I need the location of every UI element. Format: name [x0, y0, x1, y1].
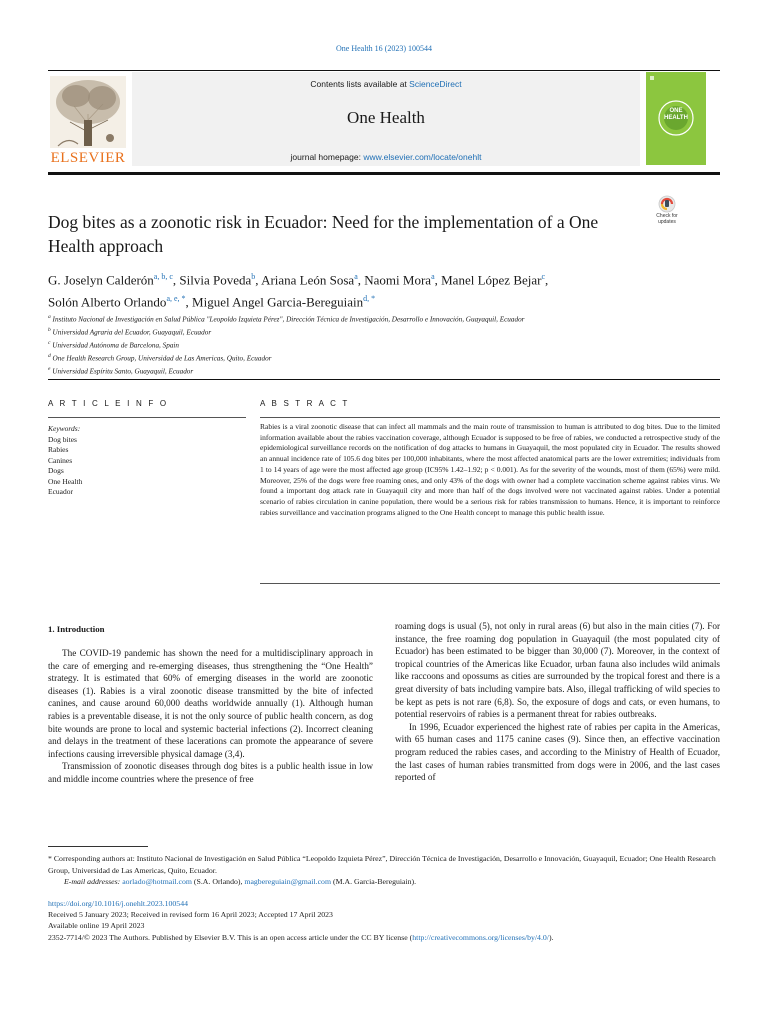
author[interactable]: G. Joselyn Calderón [48, 272, 154, 288]
paragraph: Transmission of zoonotic diseases through dog bites is a public health issue in low and middle income countries where the presence of free [48, 761, 373, 784]
author-list [48, 267, 688, 312]
homepage-line [132, 152, 640, 162]
affiliation-text: Universidad Autónoma de Barcelona, Spain [52, 341, 180, 350]
footnote-rule [48, 846, 148, 847]
email-link[interactable]: aorlado@hotmail.com [122, 877, 192, 886]
email-owner: (S.A. Orlando), [193, 877, 243, 886]
check-for-updates-label [648, 213, 686, 225]
keyword: Dog bites [48, 434, 77, 444]
body-column-left [48, 647, 373, 786]
keywords-label: Keywords: [48, 424, 81, 433]
cover-title-line1: ONE [669, 108, 683, 114]
journal-homepage-link[interactable]: www.elsevier.com/locate/onehlt [363, 152, 482, 162]
author[interactable]: Ariana León Sosa [261, 272, 355, 288]
sciencedirect-link[interactable]: ScienceDirect [409, 79, 462, 89]
affiliations [48, 312, 708, 376]
email-line [48, 876, 720, 888]
doi-link[interactable]: https://doi.org/10.1016/j.onehlt.2023.100544 [48, 899, 188, 908]
affiliation-key: a [48, 314, 51, 320]
elsevier-wordmark: ELSEVIER [50, 150, 126, 166]
article-title: Dog bites as a zoonotic risk in Ecuador: Need for the implementation of a One Health approach [48, 212, 599, 256]
affiliation [48, 325, 708, 338]
email-owner: (M.A. Garcia-Bereguiain). [332, 877, 417, 886]
masthead-bottom-rule [48, 172, 720, 175]
affiliation-text: One Health Research Group, Universidad de Las Americas, Quito, Ecuador [52, 354, 272, 363]
author-affil-marker[interactable]: d, * [363, 294, 376, 304]
affiliation-text: Universidad Agraria del Ecuador, Guayaquil, Ecuador [52, 328, 212, 337]
author-affil-marker[interactable]: a [431, 272, 435, 281]
author[interactable]: Miguel Angel Garcia-Bereguiain [192, 294, 364, 310]
author-separator: , [357, 272, 365, 288]
affiliation [48, 364, 708, 377]
check-label-line1: Check for [656, 213, 678, 219]
journal-reference[interactable]: One Health 16 (2023) 100544 [336, 44, 432, 53]
author[interactable]: Solón Alberto Orlando [48, 294, 167, 310]
keyword: Ecuador [48, 487, 73, 496]
author-affil-marker[interactable]: a, e, * [166, 294, 186, 304]
body-column-right [395, 620, 720, 784]
author-affil-marker[interactable]: a [354, 272, 358, 281]
available-online: Available online 19 April 2023 [48, 921, 145, 931]
introduction-heading: 1. Introduction [48, 624, 105, 634]
author-separator: , [172, 272, 180, 288]
author[interactable]: Silvia Poveda [179, 272, 252, 288]
author-separator: , [434, 272, 442, 288]
keyword: Dogs [48, 466, 64, 475]
email-label: E-mail addresses: [64, 877, 121, 886]
footnotes [48, 853, 720, 888]
homepage-prefix: journal homepage: [290, 152, 364, 162]
masthead [48, 72, 720, 168]
contents-prefix: Contents lists available at [310, 79, 410, 89]
license-suffix: ). [548, 932, 554, 942]
affiliation-key: c [48, 339, 51, 346]
affiliations-bottom-rule [48, 379, 720, 380]
journal-name: One Health [347, 108, 425, 127]
paragraph: The COVID-19 pandemic has shown the need for a multidisciplinary approach in the care of emerging and re-emerging diseases, thus strengthening the “One Health” strategy. It is estimated that 60% of emerging diseases in the world are zoonotic diseases (1). Rabies is a viral zoonotic disease transmitted by the bite of infected canines, and cause around 60,000 deaths worldwide annually (1). Although human rabies is a preventable disease, it is not the only source of public health concern, as dog bite wounds are prone to local and systemic bacterial infections (2). Incorrect cleaning and delays in the treatment of these lacerations can promote the appearance of severe infections causing irreversible physical damage (3,4). [48, 648, 373, 759]
email-link[interactable]: magbereguiain@gmail.com [244, 877, 332, 886]
affiliation-text: Instituto Nacional de Investigación en Salud Pública "Leopoldo Izquieta Pérez", Dirección Técnica de Investigación, Desarrollo e Innovación, Guayaquil, Ecuador [52, 315, 525, 324]
abstract-text: Rabies is a viral zoonotic disease that can infect all mammals and the main route of transmission to human is attributed to dog bites. Due to the limited information available about the rabies vaccination coverage, although Ecuador is supposed to be free of rabies, we conducted a retrospective study of the epidemiological surveillance records on the notification of dog attacks to humans in Guayaquil, the most populated city in Ecuador. The results showed an annual incidence rate of 105.6 dog bites per 100,000 inhabitants, where the most affected anatomical parts are the lower extremities; individuals from 1 to 14 years of age were the most affected age group (IC95% 1.42–1.92; p < 0.001). As for the severity of the wounds, most of them (65%) were mild. Moreover, 25% of the dogs were free roaming ones, and only 43% of the dogs with owner had a complete vaccination scheme against rabies virus. We found a important dog attack rate in Guayaquil city and more than half of the dogs involved were not vaccinated against rabies. Under a potential scenario of rabies circulation in canine population, there would be a serious risk for rabies transmission to humans. Hence, it is important to reinforce rabies surveillance and vaccination programs aligned to the One Health concept to manage this public health issue. [260, 422, 720, 517]
affiliation-key: d [48, 352, 51, 359]
keywords-block [48, 424, 238, 498]
affiliation [48, 351, 708, 364]
journal-cover-thumbnail[interactable] [646, 72, 706, 165]
cover-title-line2: HEALTH [664, 115, 688, 121]
author-affil-marker[interactable]: a, b, c [153, 272, 173, 281]
abstract-bottom-rule [260, 583, 720, 584]
author[interactable]: Naomi Mora [364, 272, 432, 288]
license-line [48, 932, 728, 943]
received-dates: Received 5 January 2023; Received in revised form 16 April 2023; Accepted 17 April 2023 [48, 910, 333, 920]
abstract-rule [260, 417, 720, 418]
abstract-heading: A B S T R A C T [260, 399, 350, 408]
affiliation [48, 312, 708, 325]
article-info-rule [48, 417, 246, 418]
top-rule [48, 70, 720, 71]
paragraph: In 1996, Ecuador experienced the highest rate of rabies per capita in the Americas, with 65 human cases and 1175 canine cases (9). Since then, an effective vaccination program reduced the rabies cases, and according to the Ministry of Health of Ecuador, the last cases of human rabies transmitted from dogs were in 2006, and the last cases reported of [395, 721, 720, 783]
author-separator: , [255, 272, 262, 288]
check-label-line2: updates [658, 219, 676, 225]
author-affil-marker[interactable]: c [541, 272, 546, 281]
paragraph: roaming dogs is usual (5), not only in rural areas (6) but also in the main cities (7). For instance, the free roaming dog population in Guayaquil (the most populated city of Ecuador) has been estimated to be bigger than 30,000 (7). Moreover, in the context of tropical countries of the Americas like Ecuador, urban fauna also includes wild animals like raccoons and opossums as cities are surrounded by the tropical forest and there is a great diversity of bats including vampire bats. Also, illegal trafficking of wild species to be kept as pets is not rare (6,8). So, the exposure of dogs and cats, or even humans, to potential reservoirs of rabies is a permanent threat for rabies outbreaks. [395, 621, 720, 720]
contents-line [132, 79, 640, 89]
article-info-heading: A R T I C L E I N F O [48, 399, 169, 408]
affiliation-key: e [48, 365, 51, 372]
author-affil-marker[interactable]: b [251, 272, 256, 281]
license-text: 2352-7714/© 2023 The Authors. Published by Elsevier B.V. This is an open access article under the CC BY license ( [48, 932, 413, 942]
journal-banner [132, 72, 640, 166]
author-separator: , [185, 294, 193, 310]
affiliation-key: b [48, 326, 51, 333]
keyword: Canines [48, 455, 73, 465]
publication-info [48, 898, 728, 943]
corresponding-author-note: * Corresponding authors at: Instituto Nacional de Investigación en Salud Pública “Leopoldo Izquieta Pérez”, Dirección Técnica de Investigación, Desarrollo e Innovación, Guayaquil, Ecuador; One Health Research Group, Universidad de Las Americas, Quito, Ecuador. [48, 854, 716, 875]
license-link[interactable]: http://creativecommons.org/licenses/by/4.0/ [412, 932, 549, 942]
author[interactable]: Manel López Bejar [441, 272, 542, 288]
affiliation-text: Universidad Espíritu Santo, Guayaquil, Ecuador [52, 366, 194, 375]
author-separator: , [545, 272, 549, 288]
cover-title [646, 108, 706, 122]
keyword: Rabies [48, 445, 69, 454]
affiliation [48, 338, 708, 351]
keyword: One Health [48, 476, 83, 486]
